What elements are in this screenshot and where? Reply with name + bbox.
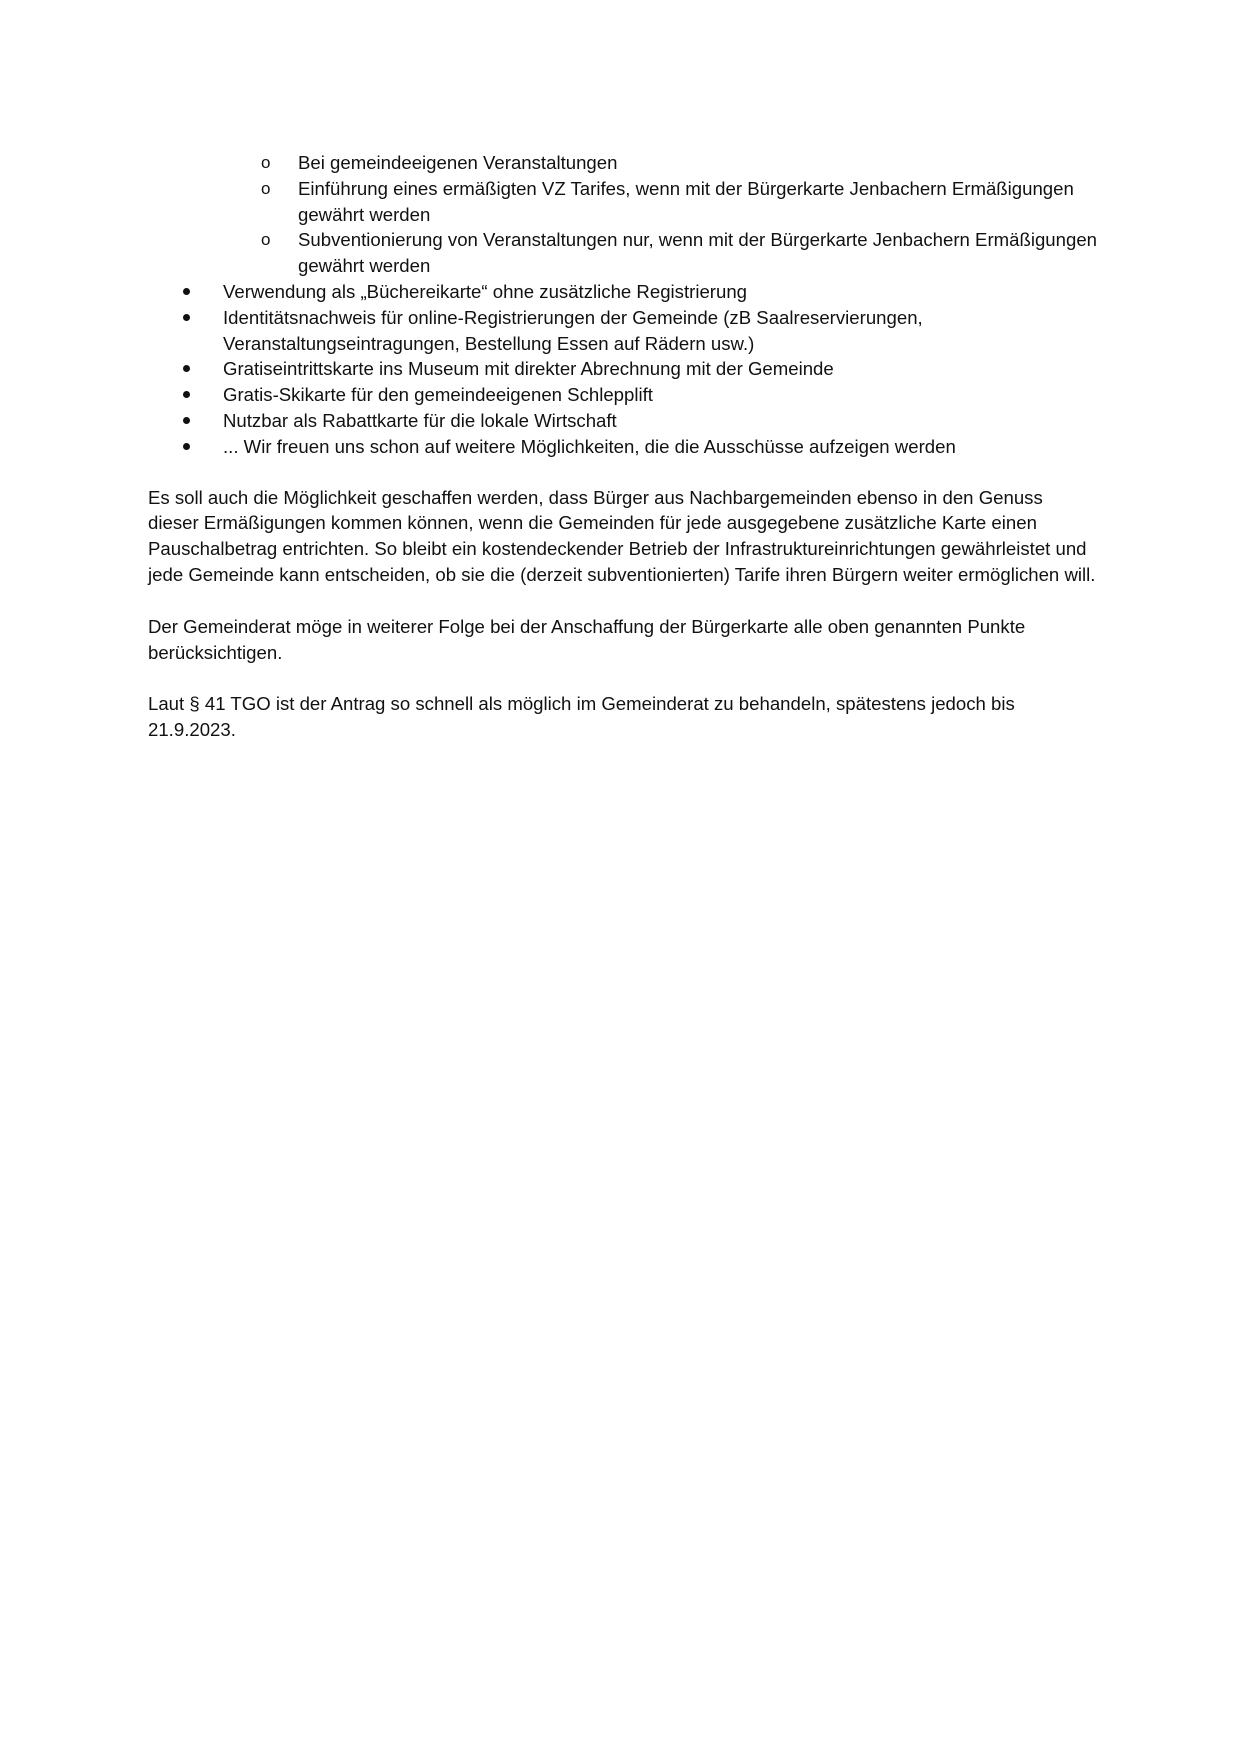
bullet-list-item-text: Gratis-Skikarte für den gemeindeeigenen Schlepplift [223,384,653,406]
bullet-list-item-text: Gratiseintrittskarte ins Museum mit direkter Abrechnung mit der Gemeinde [223,358,834,380]
bullet-list-item [223,305,1098,357]
bullet-dot-icon [183,365,190,372]
bullet-list-item-text: Identitätsnachweis für online-Registrierungen der Gemeinde (zB Saalreservierungen, Veranstaltungseintragungen, Bestellung Essen auf Rädern usw.) [223,306,923,354]
bullet-list [148,279,1098,460]
paragraph-council-request: Der Gemeinderat möge in weiterer Folge bei der Anschaffung der Bürgerkarte alle oben genannten Punkte berücksichtigen. [148,615,1026,663]
paragraph-neighbor-communities: Es soll auch die Möglichkeit geschaffen werden, dass Bürger aus Nachbargemeinden ebenso in den Genuss dieser Ermäßigungen kommen können, wenn die Gemeinden für jede ausgegebene zusätzliche Karte einen Pauschalbetrag entrichten. So bleibt ein kostendeckender Betrieb der Infrastruktureinrichtungen gewährleistet und jede Gemeinde kann entscheiden, ob sie die (derzeit subventionierten) Tarife ihren Bürgern weiter ermöglichen will. [148,486,1096,585]
bullet-dot-icon [183,443,190,450]
bullet-dot-icon [183,314,190,321]
bullet-dot-icon [183,391,190,398]
document-body [148,150,1098,743]
paragraph-deadline: Laut § 41 TGO ist der Antrag so schnell als möglich im Gemeinderat zu behandeln, spätestens jedoch bis 21.9.2023. [148,693,1015,741]
bullet-list-item-text: ... Wir freuen uns schon auf weitere Möglichkeiten, die die Ausschüsse aufzeigen werden [223,435,956,457]
sub-list-item-text: Subventionierung von Veranstaltungen nur, wenn mit der Bürgerkarte Jenbachern Ermäßigungen gewährt werden [298,229,1097,277]
bullet-list-item [223,434,1098,460]
bullet-list-item [223,356,1098,382]
sub-list-item [261,176,1098,228]
bullet-list-item-text: Nutzbar als Rabattkarte für die lokale Wirtschaft [223,409,617,431]
hollow-circle-bullet-icon: o [261,230,271,250]
sub-list-item [261,150,1098,176]
sub-list-item [261,227,1098,279]
bullet-list-item [223,382,1098,408]
sub-bullet-list [148,150,1098,279]
bullet-list-item-text: Verwendung als „Büchereikarte“ ohne zusätzliche Registrierung [223,280,748,302]
sub-list-item-text: Einführung eines ermäßigten VZ Tarifes, wenn mit der Bürgerkarte Jenbachern Ermäßigungen gewährt werden [298,177,1074,225]
hollow-circle-bullet-icon: o [261,178,271,198]
hollow-circle-bullet-icon: o [261,153,271,172]
sub-list-item-text: Bei gemeindeeigenen Veranstaltungen [298,152,618,173]
bullet-list-item [223,279,1098,305]
bullet-list-item [223,408,1098,434]
bullet-dot-icon [183,417,190,424]
bullet-dot-icon [183,288,190,295]
